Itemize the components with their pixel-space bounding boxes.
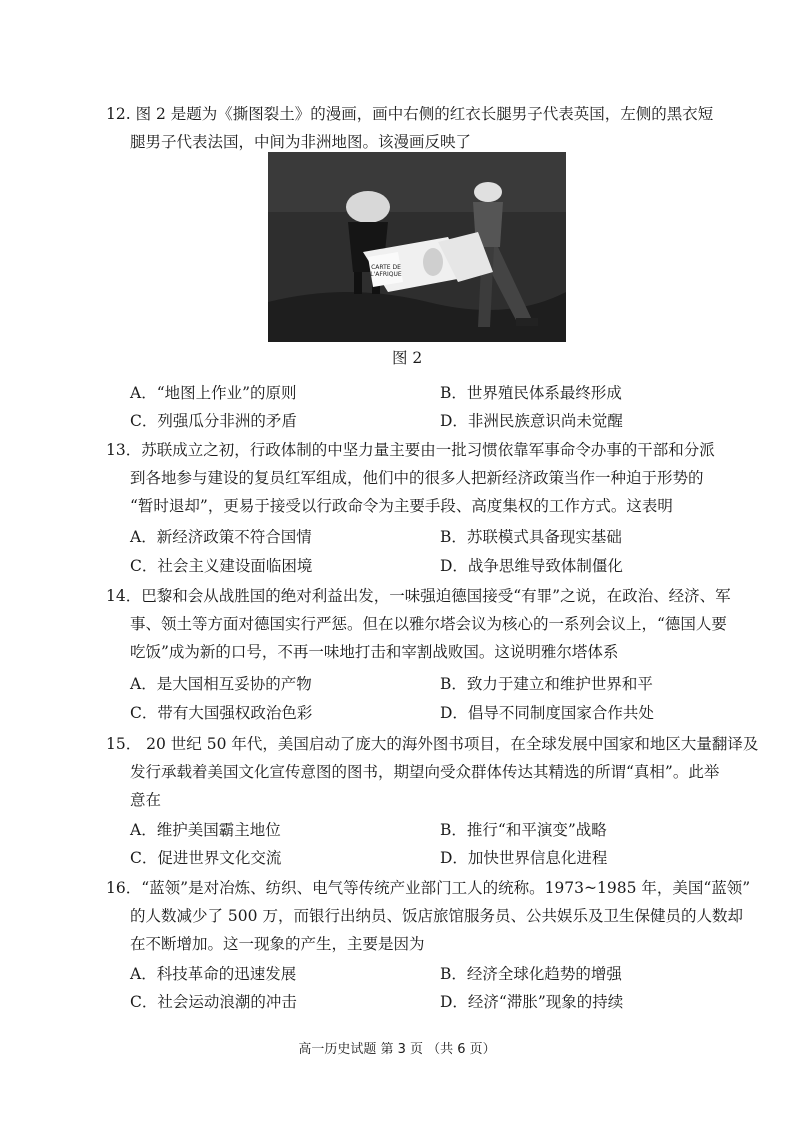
question-12-line-2: 腿男子代表法国，中间为非洲地图。该漫画反映了 — [130, 133, 472, 151]
option-14-d[interactable]: D．倡导不同制度国家合作共处 — [440, 704, 654, 722]
question-12-options-row-2 — [130, 407, 690, 435]
option-14-c[interactable]: C．带有大国强权政治色彩 — [130, 704, 313, 722]
option-12-c[interactable]: C．列强瓜分非洲的矛盾 — [130, 412, 297, 430]
question-16-options-row-1 — [130, 960, 690, 988]
cartoon-illustration — [268, 152, 566, 342]
option-12-d[interactable]: D．非洲民族意识尚未觉醒 — [440, 412, 623, 430]
page-footer: 高一历史试题 第 3 页 （共 6 页） — [298, 1042, 496, 1057]
option-13-c[interactable]: C．社会主义建设面临困境 — [130, 557, 313, 575]
question-13-line-2: 到各地参与建设的复员红军组成，他们中的很多人把新经济政策当作一种迫于形势的 — [130, 469, 704, 487]
question-13-line-1: 13．苏联成立之初，行政体制的中坚力量主要由一批习惯依靠军事命令办事的干部和分派 — [106, 441, 715, 459]
question-14-line-1: 14．巴黎和会从战胜国的绝对利益出发，一味强迫德国接受“有罪”之说，在政治、经济、军 — [106, 587, 731, 605]
option-13-b[interactable]: B．苏联模式具备现实基础 — [440, 528, 622, 546]
question-15-line-3: 意在 — [130, 791, 162, 809]
option-15-d[interactable]: D．加快世界信息化进程 — [440, 849, 608, 867]
question-12-line-1: 12. 图 2 是题为《撕图裂土》的漫画，画中右侧的红衣长腿男子代表英国，左侧的黑衣短 — [106, 105, 714, 123]
option-15-b[interactable]: B．推行“和平演变”战略 — [440, 821, 607, 839]
option-15-a[interactable]: A．维护美国霸主地位 — [130, 821, 281, 839]
question-14 — [106, 582, 731, 666]
question-15-line-2: 发行承载着美国文化宣传意图的图书，期望向受众群体传达其精选的所谓“真相”。此举 — [130, 763, 720, 781]
option-16-a[interactable]: A．科技革命的迅速发展 — [130, 965, 297, 983]
question-15-line-1: 15． 20 世纪 50 年代，美国启动了庞大的海外图书项目，在全球发展中国家和地区大量翻译及 — [106, 735, 759, 753]
option-12-a[interactable]: A．“地图上作业”的原则 — [130, 384, 297, 402]
question-12-options-row-1 — [130, 379, 690, 407]
question-15-options-row-1 — [130, 816, 690, 844]
question-12 — [106, 100, 714, 156]
question-14-options-row-1 — [130, 670, 690, 698]
option-13-d[interactable]: D．战争思维导致体制僵化 — [440, 557, 623, 575]
figure-caption: 图 2 — [392, 349, 423, 367]
option-14-b[interactable]: B．致力于建立和维护世界和平 — [440, 675, 653, 693]
question-14-line-3: 吃饭”成为新的口号，不再一味地打击和宰割战败国。这说明雅尔塔体系 — [130, 643, 619, 661]
question-15 — [106, 730, 759, 814]
option-16-c[interactable]: C．社会运动浪潮的冲击 — [130, 993, 297, 1011]
question-16-line-1: 16．“蓝领”是对冶炼、纺织、电气等传统产业部门工人的统称。1973~1985 年，美国“蓝领” — [106, 879, 751, 897]
option-16-d[interactable]: D．经济“滞胀”现象的持续 — [440, 993, 624, 1011]
option-15-c[interactable]: C．促进世界文化交流 — [130, 849, 282, 867]
option-13-a[interactable]: A．新经济政策不符合国情 — [130, 528, 312, 546]
question-13 — [106, 436, 715, 520]
question-14-line-2: 事、领土等方面对德国实行严惩。但在以雅尔塔会议为核心的一系列会议上，“德国人要 — [130, 615, 727, 633]
question-16-line-3: 在不断增加。这一现象的产生，主要是因为 — [130, 935, 425, 953]
option-12-b[interactable]: B．世界殖民体系最终形成 — [440, 384, 622, 402]
question-16-line-2: 的人数减少了 500 万，而银行出纳员、饭店旅馆服务员、公共娱乐及卫生保健员的人数却 — [130, 907, 743, 925]
question-15-options-row-2 — [130, 844, 690, 872]
cartoon-figure — [268, 152, 566, 342]
question-13-options-row-2 — [130, 552, 690, 580]
question-13-line-3: “暂时退却”，更易于接受以行政命令为主要手段、高度集权的工作方式。这表明 — [130, 497, 673, 515]
map-label: CARTE DE L'AFRIQUE — [370, 264, 402, 278]
option-14-a[interactable]: A．是大国相互妥协的产物 — [130, 675, 312, 693]
question-16-options-row-2 — [130, 988, 690, 1016]
question-14-options-row-2 — [130, 699, 690, 727]
question-13-options-row-1 — [130, 523, 690, 551]
option-16-b[interactable]: B．经济全球化趋势的增强 — [440, 965, 622, 983]
question-16 — [106, 874, 751, 958]
